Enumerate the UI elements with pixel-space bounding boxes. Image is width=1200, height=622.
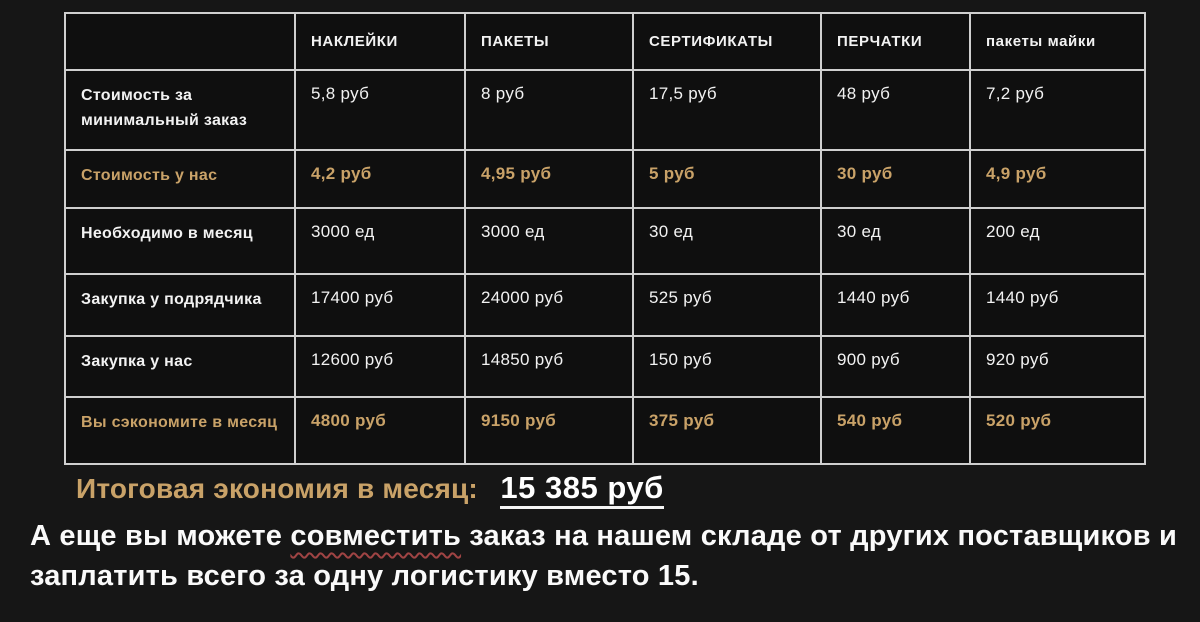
corner-cell (65, 13, 295, 70)
value-cell: 8 руб (465, 70, 633, 150)
value-cell: 5 руб (633, 150, 821, 208)
row-label-cell: Стоимость за минимальный заказ (65, 70, 295, 150)
column-header: пакеты майки (970, 13, 1145, 70)
column-header: ПЕРЧАТКИ (821, 13, 970, 70)
value-cell: 24000 руб (465, 274, 633, 336)
value-cell: 17,5 руб (633, 70, 821, 150)
value-cell: 4,95 руб (465, 150, 633, 208)
row-label-cell: Стоимость у нас (65, 150, 295, 208)
value-cell: 1440 руб (970, 274, 1145, 336)
footer-text-after: заказ на нашем складе от других поставщиков и (461, 520, 1178, 552)
value-cell: 7,2 руб (970, 70, 1145, 150)
column-header: СЕРТИФИКАТЫ (633, 13, 821, 70)
value-cell: 17400 руб (295, 274, 465, 336)
value-cell: 520 руб (970, 397, 1145, 464)
footer-text-before: А еще вы можете (30, 520, 291, 552)
column-header: НАКЛЕЙКИ (295, 13, 465, 70)
value-cell: 150 руб (633, 336, 821, 397)
value-cell: 30 руб (821, 150, 970, 208)
total-savings-value: 15 385 руб (500, 470, 663, 509)
value-cell: 48 руб (821, 70, 970, 150)
value-cell: 4800 руб (295, 397, 465, 464)
row-label-cell: Вы сэкономите в месяц (65, 397, 295, 464)
value-cell: 4,2 руб (295, 150, 465, 208)
column-header: ПАКЕТЫ (465, 13, 633, 70)
value-cell: 540 руб (821, 397, 970, 464)
table-row (65, 397, 1145, 464)
value-cell: 3000 ед (295, 208, 465, 274)
savings-comparison-table (64, 12, 1146, 465)
value-cell: 30 ед (821, 208, 970, 274)
table-row (65, 274, 1145, 336)
total-savings-label: Итоговая экономия в месяц: (76, 473, 478, 504)
total-savings-line (76, 470, 664, 506)
value-cell: 3000 ед (465, 208, 633, 274)
table-row (65, 70, 1145, 150)
value-cell: 5,8 руб (295, 70, 465, 150)
value-cell: 1440 руб (821, 274, 970, 336)
row-label-cell: Закупка у подрядчика (65, 274, 295, 336)
value-cell: 900 руб (821, 336, 970, 397)
value-cell: 4,9 руб (970, 150, 1145, 208)
row-label-cell: Необходимо в месяц (65, 208, 295, 274)
table-body (65, 70, 1145, 464)
table-row (65, 150, 1145, 208)
footer-line2: заплатить всего за одну логистику вместо 15. (30, 560, 699, 593)
table-row (65, 208, 1145, 274)
footer-paragraph (30, 516, 1195, 596)
table-row (65, 336, 1145, 397)
value-cell: 30 ед (633, 208, 821, 274)
value-cell: 14850 руб (465, 336, 633, 397)
table-header-row (65, 13, 1145, 70)
footer-misspelled-word: совместить (290, 520, 462, 552)
value-cell: 375 руб (633, 397, 821, 464)
value-cell: 920 руб (970, 336, 1145, 397)
value-cell: 200 ед (970, 208, 1145, 274)
value-cell: 9150 руб (465, 397, 633, 464)
value-cell: 525 руб (633, 274, 821, 336)
row-label-cell: Закупка у нас (65, 336, 295, 397)
value-cell: 12600 руб (295, 336, 465, 397)
